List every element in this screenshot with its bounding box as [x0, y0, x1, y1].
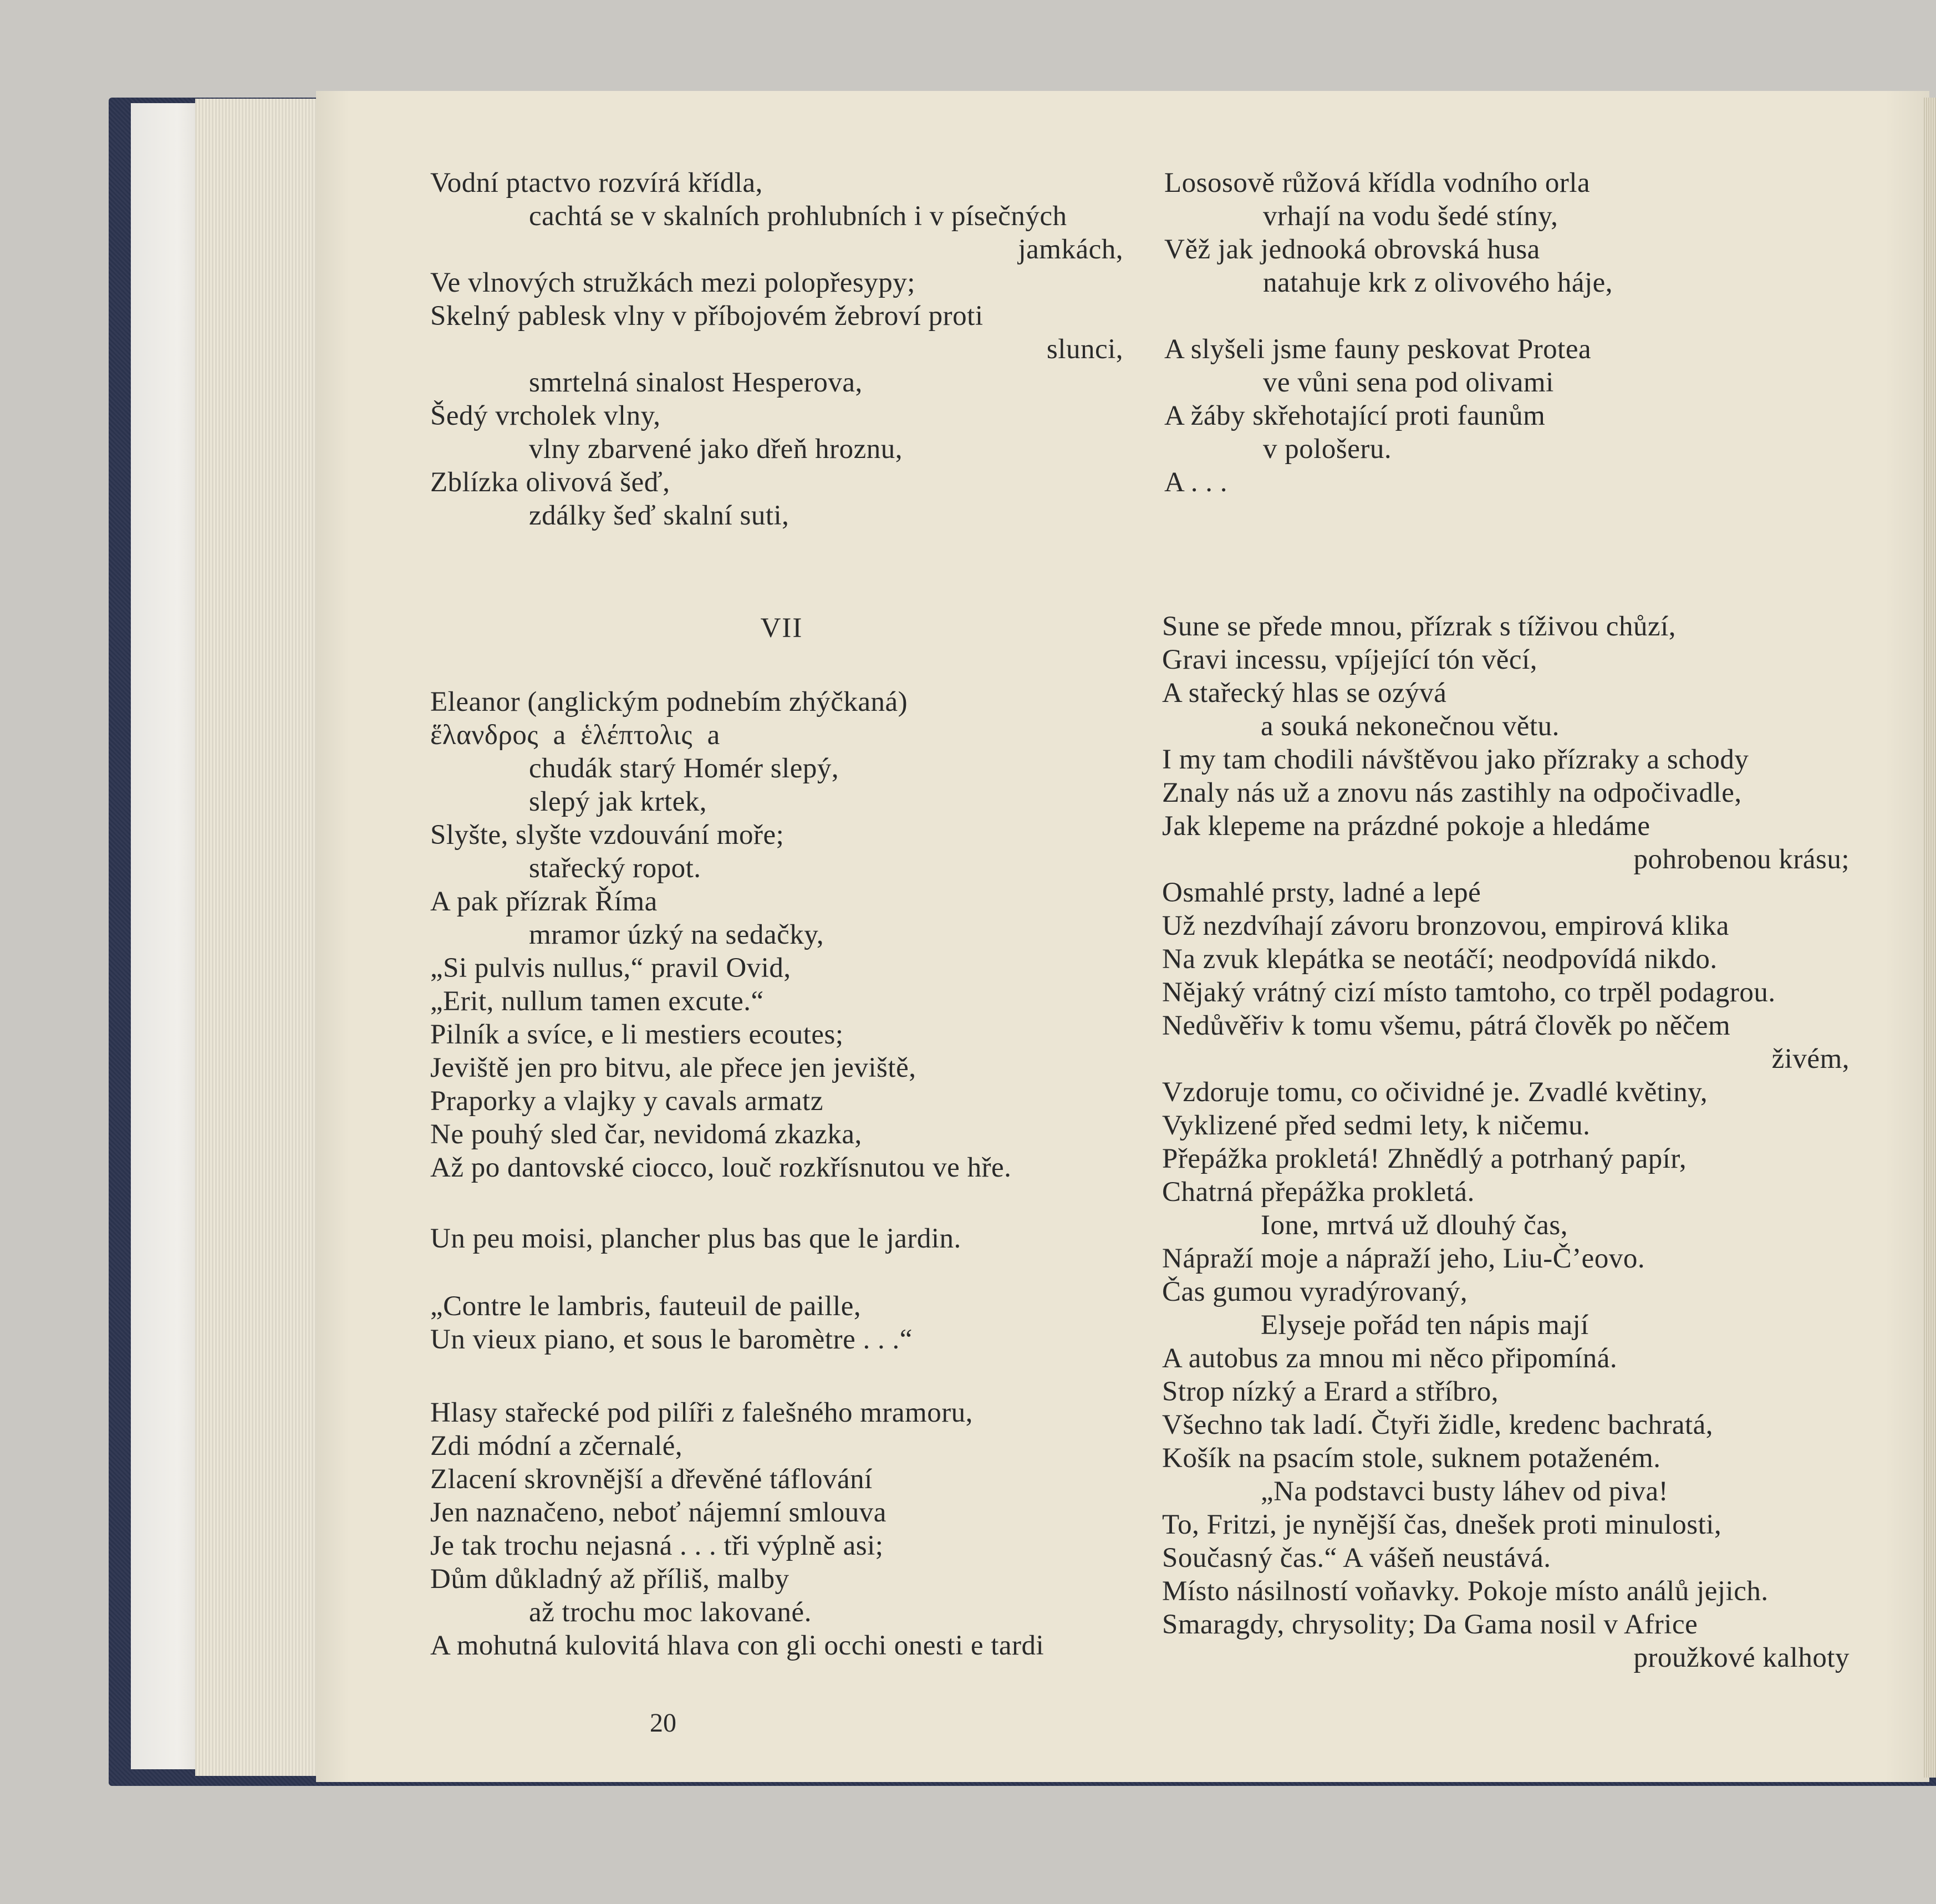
verse-line: Praporky a vlajky y cavals armatz [430, 1086, 823, 1117]
verse-line: zdálky šeď skalní suti, [529, 500, 789, 531]
verse-line: Na zvuk klepátka se neotáčí; neodpovídá nikdo. [1162, 944, 1718, 975]
verse-line: A . . . [1164, 467, 1228, 498]
verse-line: jamkách, [1018, 234, 1123, 265]
verse-line: Zblízka olivová šeď, [430, 467, 670, 498]
page-number: 20 [650, 1708, 676, 1738]
verse-line: Eleanor (anglickým podnebím zhýčkaná) [430, 686, 908, 717]
stanza-hlasy-starecke [430, 1396, 1123, 1662]
verse-line: Jak klepeme na prázdné pokoje a hledáme [1162, 811, 1650, 842]
verse-line: slunci, [1046, 334, 1123, 365]
verse-line: Místo násilností voňavky. Pokoje místo análů jejich. [1162, 1576, 1769, 1607]
verse-line: proužkové kalhoty [1633, 1642, 1850, 1673]
verse-line: Hlasy stařecké pod pilíři z falešného mramoru, [430, 1397, 973, 1428]
verse-line: Lososově růžová křídla vodního orla [1164, 167, 1591, 198]
verse-line: až trochu moc lakované. [529, 1597, 812, 1628]
verse-line: Chatrná přepážka prokletá. [1162, 1177, 1475, 1208]
verse-line: Zlacení skrovnější a dřevěné táflování [430, 1464, 873, 1495]
verse-line: To, Fritzi, je nynější čas, dnešek proti minulosti, [1162, 1509, 1722, 1540]
verse-line: Jen naznačeno, neboť nájemní smlouva [430, 1497, 887, 1528]
verse-line: Věž jak jednooká obrovská husa [1164, 234, 1540, 265]
verse-line: A žáby skřehotající proti faunům [1164, 400, 1546, 431]
verse-line: Elyseje pořád ten nápis mají [1261, 1310, 1589, 1341]
stanza-top-left [430, 166, 1123, 532]
verse-line: Čas gumou vyradýrovaný, [1162, 1276, 1468, 1307]
verse-line: A autobus za mnou mi něco připomíná. [1162, 1343, 1618, 1374]
verse-line: v pološeru. [1263, 434, 1392, 465]
verse-line: ve vůni sena pod olivami [1263, 367, 1554, 398]
stanza-eleanor [430, 685, 1123, 1184]
verse-line: Zdi módní a zčernalé, [430, 1430, 683, 1462]
stanza-contre-le-lambris [430, 1290, 1123, 1356]
verse-line: A stařecký hlas se ozývá [1162, 678, 1447, 709]
verse-line: a souká nekonečnou větu. [1261, 711, 1560, 742]
stanza-top-right [1164, 166, 1857, 499]
verse-line: Košík na psacím stole, suknem potaženém. [1162, 1443, 1661, 1474]
verse-line: Šedý vrcholek vlny, [430, 400, 661, 431]
stanza-right-column [1162, 610, 1850, 1674]
verse-line: Nápraží moje a nápraží jeho, Liu-Č’eovo. [1162, 1243, 1645, 1274]
verse-line: „Erit, nullum tamen excute.“ [430, 986, 764, 1017]
verse-line: Sune se přede mnou, přízrak s tíživou chůzí, [1162, 611, 1677, 642]
verse-line: Znaly nás už a znovu nás zastihly na odpočivadle, [1162, 777, 1742, 808]
stanza-gap [1164, 299, 1857, 333]
verse-line: Jeviště jen pro bitvu, ale přece jen jeviště, [430, 1052, 916, 1083]
verse-line: ἕλανδρος a ἑλέπτολις a [430, 720, 720, 751]
verse-line: stařecký ropot. [529, 853, 701, 884]
verse-line: Současný čas.“ A vášeň neustává. [1162, 1542, 1551, 1574]
verse-line: I my tam chodili návštěvou jako přízraky a schody [1162, 744, 1749, 775]
verse-line: chudák starý Homér slepý, [529, 753, 839, 784]
verse-line: smrtelná sinalost Hesperova, [529, 367, 863, 398]
verse-line: „Si pulvis nullus,“ pravil Ovid, [430, 953, 791, 984]
verse-line: Ione, mrtvá už dlouhý čas, [1261, 1210, 1568, 1241]
verse-line: Smaragdy, chrysolity; Da Gama nosil v Africe [1162, 1609, 1698, 1640]
page-stack-left [195, 99, 323, 1776]
verse-line: Vodní ptactvo rozvírá křídla, [430, 167, 763, 198]
verse-line: „Contre le lambris, fauteuil de paille, [430, 1291, 862, 1322]
verse-line: vlny zbarvené jako dřeň hroznu, [529, 434, 903, 465]
verse-line: „Na podstavci busty láhev od piva! [1261, 1476, 1669, 1507]
verse-line: Un vieux piano, et sous le baromètre . . .“ [430, 1324, 913, 1355]
verse-line: Skelný pablesk vlny v příbojovém žebroví proti [430, 301, 984, 332]
verse-line: Gravi incessu, vpíjející tón věcí, [1162, 644, 1537, 675]
verse-line: A mohutná kulovitá hlava con gli occhi onesti e tardi [430, 1630, 1045, 1661]
verse-line: Osmahlé prsty, ladné a lepé [1162, 877, 1481, 908]
verse-line: Ve vlnových stružkách mezi polopřesypy; [430, 267, 915, 298]
verse-line: Pilník a svíce, e li mestiers ecoutes; [430, 1019, 844, 1050]
verse-line: A slyšeli jsme fauny peskovat Protea [1164, 334, 1592, 365]
verse-line: cachtá se v skalních prohlubních i v písečných [529, 201, 1067, 232]
verse-line: Dům důkladný až příliš, malby [430, 1564, 789, 1595]
verse-line: natahuje krk z olivového háje, [1263, 267, 1613, 298]
verse-line: živém, [1771, 1043, 1850, 1075]
verse-line: Všechno tak ladí. Čtyři židle, kredenc bachratá, [1162, 1409, 1714, 1440]
verse-line: Vyklizené před sedmi lety, k ničemu. [1162, 1110, 1591, 1141]
verse-line: Strop nízký a Erard a stříbro, [1162, 1376, 1499, 1407]
verse-line: slepý jak krtek, [529, 786, 707, 817]
verse-line: Až po dantovské ciocco, louč rozkřísnutou ve hře. [430, 1152, 1012, 1183]
stanza-un-peu-moisi [430, 1222, 1123, 1255]
verse-line: Vzdoruje tomu, co očividné je. Zvadlé květiny, [1162, 1077, 1708, 1108]
verse-line: Slyšte, slyšte vzdouvání moře; [430, 819, 784, 851]
section-heading: VII [760, 613, 803, 644]
verse-line: vrhají na vodu šedé stíny, [1263, 201, 1558, 232]
verse-line: Nějaký vrátný cizí místo tamtoho, co trpěl podagrou. [1162, 977, 1776, 1008]
verse-line: Je tak trochu nejasná . . . tři výplně asi; [430, 1530, 884, 1561]
verse-line: mramor úzký na sedačky, [529, 919, 824, 950]
page-stack-right [1924, 98, 1936, 1778]
verse-line: Nedůvěřiv k tomu všemu, pátrá člověk po něčem [1162, 1010, 1731, 1041]
verse-line: Un peu moisi, plancher plus bas que le jardin. [430, 1223, 961, 1254]
verse-line: Přepážka prokletá! Zhnědlý a potrhaný papír, [1162, 1143, 1687, 1174]
verse-line: Už nezdvíhají závoru bronzovou, empirová klika [1162, 910, 1729, 941]
verse-line: A pak přízrak Říma [430, 886, 658, 917]
verse-line: pohrobenou krásu; [1633, 844, 1850, 875]
verse-line: Ne pouhý sled čar, nevidomá zkazka, [430, 1119, 862, 1150]
